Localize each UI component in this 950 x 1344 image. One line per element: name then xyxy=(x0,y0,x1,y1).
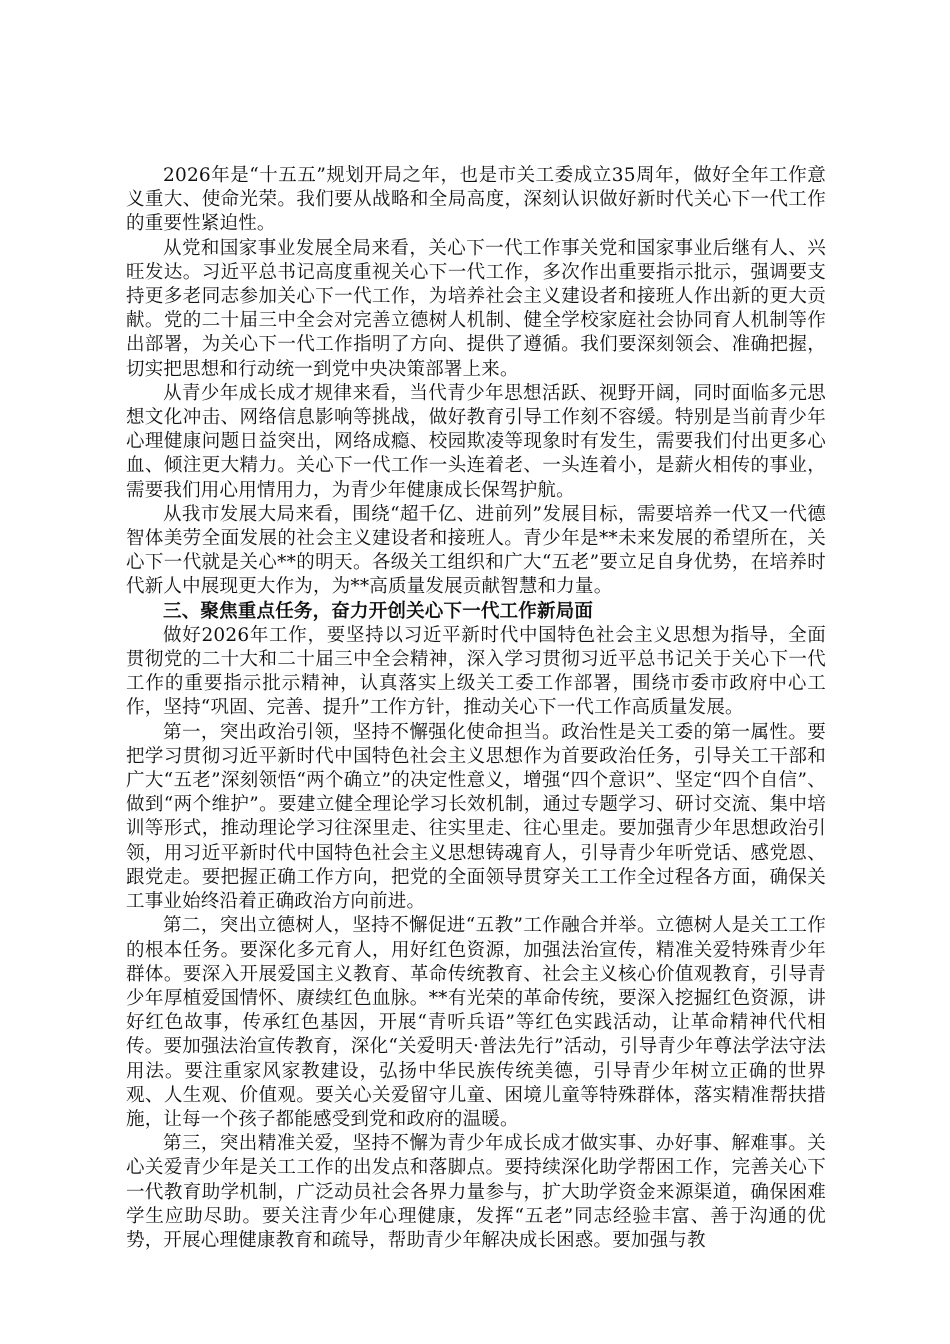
document-page xyxy=(126,164,826,1253)
paragraph-city-perspective: 从我市发展大局来看，围绕“超千亿、进前列”发展目标，需要培养一代又一代德智体美劳全面发展的社会主义建设者和接班人。青少年是**未来发展的希望所在，关心下一代就是关心**的明天。各级关工组织和广大“五老”要立足自身优势，在培养时代新人中展现更大作为，为**高质量发展贡献智慧和力量。 xyxy=(126,503,826,598)
paragraph-party-perspective: 从党和国家事业发展全局来看，关心下一代工作事关党和国家事业后继有人、兴旺发达。习近平总书记高度重视关心下一代工作，多次作出重要指示批示，强调要支持更多老同志参加关心下一代工作，为培养社会主义建设者和接班人作出新的更大贡献。党的二十届三中全会对完善立德树人机制、健全学校家庭社会协同育人机制等作出部署，为关心下一代工作指明了方向、提供了遵循。我们要深刻领会、准确把握，切实把思想和行动统一到党中央决策部署上来。 xyxy=(126,237,826,380)
paragraph-third-task: 第三，突出精准关爱，坚持不懈为青少年成长成才做实事、办好事、解难事。关心关爱青少年是关工工作的出发点和落脚点。要持续深化助学帮困工作，完善关心下一代教育助学机制，广泛动员社会各界力量参与，扩大助学资金来源渠道，确保困难学生应助尽助。要关注青少年心理健康，发挥“五老”同志经验丰富、善于沟通的优势，开展心理健康教育和疏导，帮助青少年解决成长困惑。要加强与教 xyxy=(126,1133,826,1251)
paragraph-intro: 2026年是“十五五”规划开局之年，也是市关工委成立35周年，做好全年工作意义重大、使命光荣。我们要从战略和全局高度，深刻认识做好新时代关心下一代工作的重要性紧迫性。 xyxy=(126,165,826,235)
paragraph-second-task: 第二，突出立德树人，坚持不懈促进“五教”工作融合并举。立德树人是关工工作的根本任务。要深化多元育人，用好红色资源，加强法治宣传，精准关爱特殊青少年群体。要深入开展爱国主义教育、革命传统教育、社会主义核心价值观教育，引导青少年厚植爱国情怀、赓续红色血脉。**有光荣的革命传统，要深入挖掘红色资源，讲好红色故事，传承红色基因，开展“青听兵语”等红色实践活动，让革命精神代代相传。要加强法治宣传教育，深化“关爱明天·普法先行”活动，引导青少年尊法学法守法用法。要注重家风家教建设，弘扬中华民族传统美德，引导青少年树立正确的世界观、人生观、价值观。要关心关爱留守儿童、困境儿童等特殊群体，落实精准帮扶措施，让每一个孩子都能感受到党和政府的温暖。 xyxy=(126,915,826,1130)
paragraph-first-task: 第一，突出政治引领，坚持不懈强化使命担当。政治性是关工委的第一属性。要把学习贯彻习近平新时代中国特色社会主义思想作为首要政治任务，引导关工干部和广大“五老”深刻领悟“两个确立”的决定性意义，增强“四个意识”、坚定“四个自信”、做到“两个维护”。要建立健全理论学习长效机制，通过专题学习、研讨交流、集中培训等形式，推动理论学习往深里走、往实里走、往心里走。要加强青少年思想政治引领，用习近平新时代中国特色社会主义思想铸魂育人，引导青少年听党话、感党恩、跟党走。要把握正确工作方向，把党的全面领导贯穿关工工作全过程各方面，确保关工事业始终沿着正确政治方向前进。 xyxy=(126,721,826,913)
section-heading: 三、聚焦重点任务，奋力开创关心下一代工作新局面 xyxy=(163,600,594,622)
paragraph-overview-2026: 做好2026年工作，要坚持以习近平新时代中国特色社会主义思想为指导，全面贯彻党的二十大和二十届三中全会精神，深入学习贯彻习近平总书记关于关心下一代工作的重要指示批示精神，认真落实上级关工委工作部署，围绕市委市政府中心工作，坚持“巩固、完善、提升”工作方针，推动关心下一代工作高质量发展。 xyxy=(126,624,826,719)
paragraph-youth-perspective: 从青少年成长成才规律来看，当代青少年思想活跃、视野开阔，同时面临多元思想文化冲击、网络信息影响等挑战，做好教育引导工作刻不容缓。特别是当前青少年心理健康问题日益突出，网络成瘾、校园欺凌等现象时有发生，需要我们付出更多心血、倾注更大精力。关心下一代工作一头连着老、一头连着小，是薪火相传的事业，需要我们用心用情用力，为青少年健康成长保驾护航。 xyxy=(126,382,826,501)
